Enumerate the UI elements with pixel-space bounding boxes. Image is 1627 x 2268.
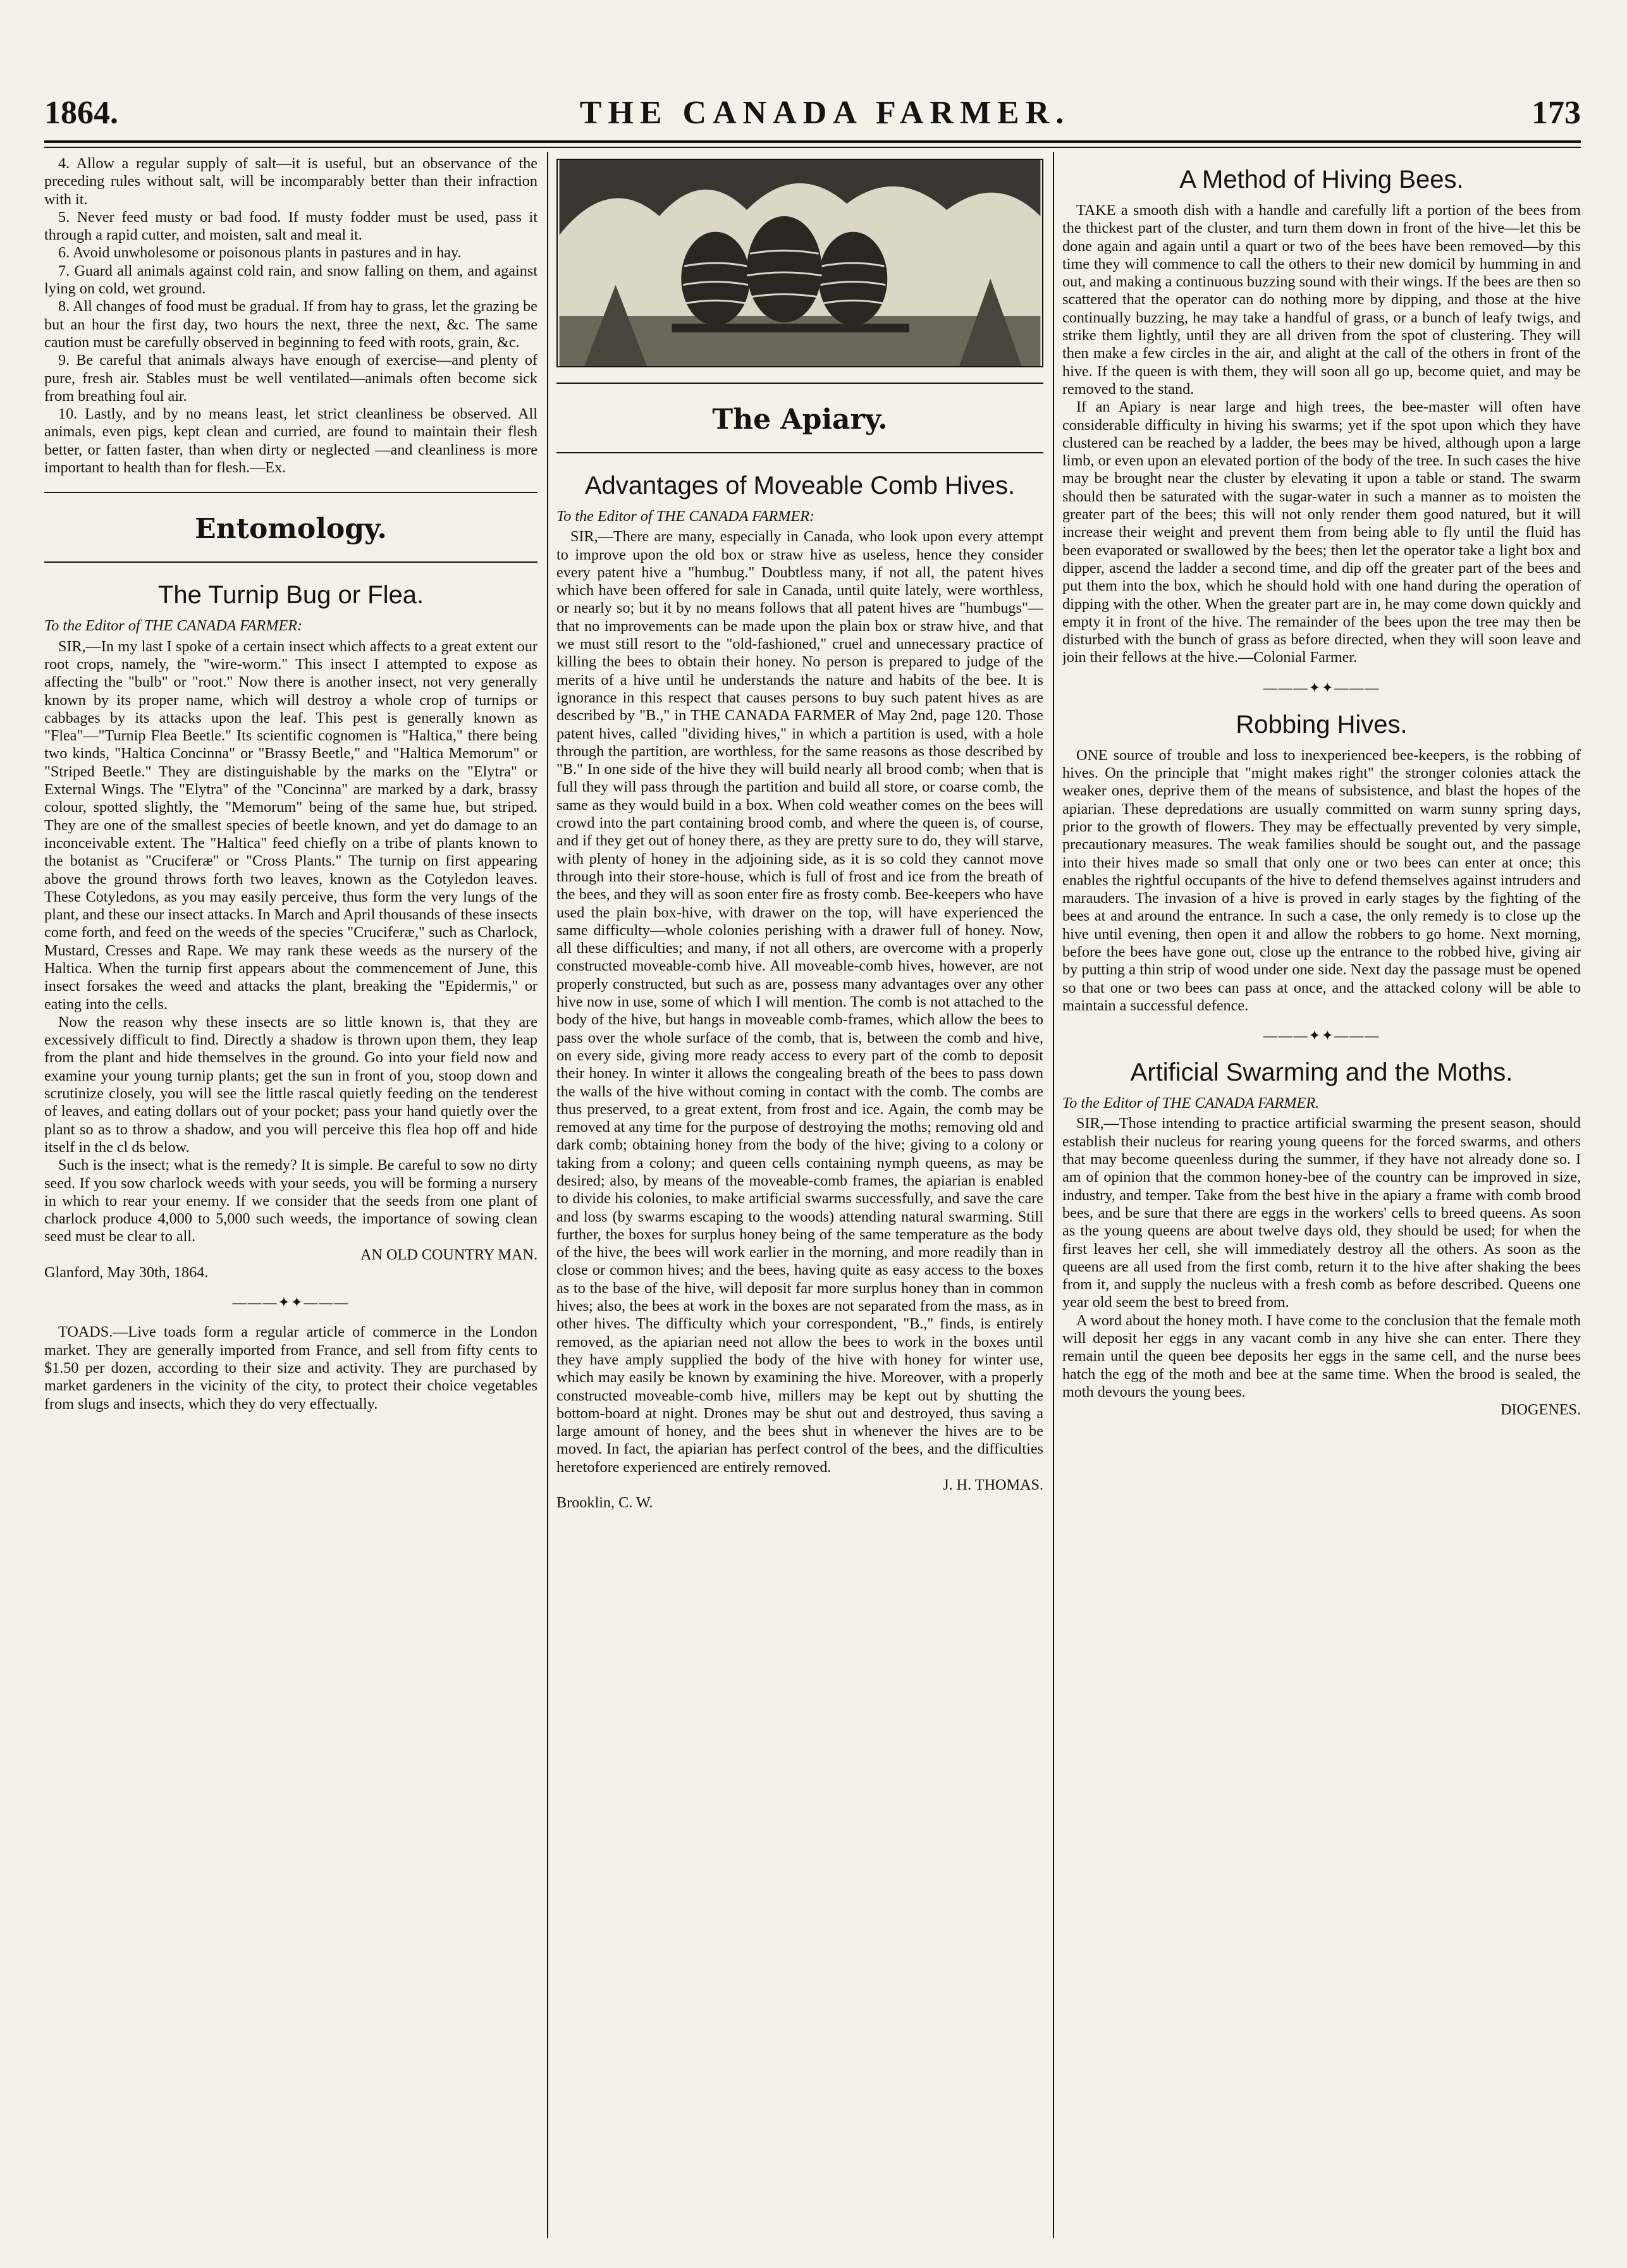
header-rule-thin [44, 147, 1581, 148]
section-rule [44, 561, 537, 564]
author-signature: AN OLD COUNTRY MAN. [360, 1246, 537, 1263]
masthead [44, 87, 1581, 138]
editor-salutation: To the Editor of THE CANADA FARMER. [1062, 1094, 1320, 1112]
author-place: Brooklin, C. W. [556, 1494, 653, 1512]
column-divider-1 [547, 152, 548, 2238]
column-2 [556, 155, 1043, 2241]
article-title-moveable-comb: Advantages of Moveable Comb Hives. [584, 472, 1016, 500]
page-number: 173 [1532, 94, 1581, 131]
section-heading-entomology: Entomology. [195, 513, 387, 546]
article-paragraph: Now the reason why these insects are so little known is, that they are excessively difficult to find. Directly a shadow is thrown upon them, they leap from the plant and hide themselves in the ground. Go into your field now and examine your young turnip plants; get the sun in front of you, stoop down and scrutinize closely, you will see the little rascal quietly feeding on the tenderest of leaves, and eating dollars out of your pocket; pass your hand quietly over the plant so as to throw a shadow, and you will perceive this flea hop off and hide itself in the cl ds below. [44, 1013, 537, 1156]
rule-item: 5. Never feed musty or bad food. If musty fodder must be used, pass it through a rapid cutter, and moisten, salt and meal it. [44, 208, 537, 244]
rule-item: 7. Guard all animals against cold rain, and snow falling on them, and against lying on cold, wet ground. [44, 262, 537, 298]
section-rule [556, 452, 1043, 455]
article-title-hiving-bees: A Method of Hiving Bees. [1179, 166, 1464, 193]
ornament-divider: ———✦✦——— [1263, 679, 1380, 696]
section-rule [556, 383, 1043, 385]
column-divider-2 [1053, 152, 1054, 2238]
care-rules-list [44, 155, 537, 477]
beehive-engraving [558, 160, 1042, 366]
editor-salutation: To the Editor of THE CANADA FARMER: [556, 508, 815, 525]
rule-item: 10. Lastly, and by no means least, let strict cleanliness be observed. All animals, even pigs, kept clean and curried, are found to maintain their flesh better, or fatten faster, than when dirty or neglected —and cleanliness is more important to health than for flesh.—Ex. [44, 405, 537, 477]
author-signature: DIOGENES. [1501, 1401, 1581, 1419]
section-heading-apiary: The Apiary. [712, 403, 888, 436]
article-paragraph: If an Apiary is near large and high trees, the bee-master will often have considerable difficulty in hiving his swarms; yet if the spot upon which they have clustered can be reached by a ladder, the bees may be hived, although upon a large limb, or even upon an elevated portion of the body of the tree. In such cases the hive may be brought near the cluster by elevating it upon a table or stand. The swarm should then be saturated with the sugar-water in such a manner as to moisten the greater part of the bees; this will not only render them good natured, but it will increase their weight and prevent them from being able to fly until the fluid has been evaporated or swallowed by the bees; then let the operator take a light box and dipper, ascend the ladder a second time, and dip off the greater part of the bees and put them into the box, which he should hold with one hand during the operation of dipping with the other. When the greater part are in, he may come down quickly and empty it in front of the hive. The remainder of the bees upon the tree may then be disturbed with the bunch of grass as before directed, when they will soon leave and join their fellows at the hive.—Colonial Farmer. [1062, 398, 1581, 666]
article-paragraph: TAKE a smooth dish with a handle and carefully lift a portion of the bees from the thickest part of the cluster, and turn them down in front of the hive—let this be done again and again until a quart or two of the bees have been removed—by this time they will commence to call the others to their new domicil by humming in and out, and making a continuous buzzing sound with their wings. If the bees are then so scattered that the operator can do nothing more by dipping, and those at the hive continually buzzing, he may take a handful of grass, or a bunch of leafy twigs, and strike them lightly, until they are all driven from the spot of clustering. They will then make a few circles in the air, and alight at the call of the others in front of the hive. If the queen is with them, they will soon all go up, become quiet, and may be removed to the stand. [1062, 202, 1581, 398]
article-title-turnip-bug: The Turnip Bug or Flea. [157, 581, 424, 610]
article-paragraph: A word about the honey moth. I have come to the conclusion that the female moth will deposit her eggs in any vacant comb in any hive she can enter. There they remain until the queen bee deposits her eggs in the same cell, and the nurse bees hatch the egg of the moth and bee at the same time. When the brood is sealed, the moth devours the young bees. [1062, 1311, 1581, 1401]
article-paragraph: SIR,—Those intending to practice artificial swarming the present season, should establish their nucleus for rearing young queens for the forced swarms, and others that may become queenless during the summer, if they have not already done so. I am of opinion that the common honey-bee of the country can be improved in size, industry, and temper. Take from the best hive in the apiary a frame with comb brood bees, and be sure that there are eggs in the workers' cells to breed queens. As soon as the young queens are about twelve days old, they should be used; for when the first leaves her cell, she will immediately destroy all the others. As soon as the queens are all used from the first comb, return it to the hive after shaking the bees from it, and supply the nucleus with a fresh comb as before described. Queens one year old seem the best to breed from. [1062, 1115, 1581, 1311]
issue-year: 1864. [44, 94, 118, 131]
header-rule [44, 140, 1581, 143]
apiary-illustration [556, 159, 1043, 367]
article-paragraph: SIR,—In my last I spoke of a certain insect which affects to a great extent our root crops, namely, the "wire-worm." This insect I attempted to expose as affecting the "bulb" or "root." Now there is another insect, not very generally known by its proper name, which will destroy a whole crop of turnips or cabbages by its attacks upon the leaf. This pest is generally known as "Flea"—"Turnip Flea Beetle." Its scientific cognomen is "Haltica," there being two kinds, "Haltica Concinna" or "Brassy Beetle," and "Haltica Memorum" or "Striped Beetle." They are distinguishable by the marks on the "Elytra" or External Wings. The "Elytra" of the "Concinna" are marked by a dark, brassy colour, spotted slightly, the "Memorum" being of the same hue, but striped. They are one of the smallest species of beetle known, and yet do damage to an inconceivable extent. The "Haltica" feed chiefly on a tribe of plants known to the botanist as "Cruciferæ" or "Cross Plants." The turnip on first appearing above the ground throws forth two leaves, known as the Cotyledon leaves. These Cotyledons, as you may easily perceive, thus form the very lungs of the plant, and these our insect attacks. In March and April thousands of these insects come forth, and feed on the weeds of the species "Cruciferæ," such as Charlock, Mustard, Cresses and Rape. We may rank these weeds as the nursery of the Haltica. When the turnip first appears about the commencement of June, this insect forsakes the weed and attacks the plant, breaking the "Epidermis," or eating into the cells. [44, 637, 537, 1013]
rule-item: 4. Allow a regular supply of salt—it is useful, but an observance of the preceding rules without salt, will be incomparably better than their infraction with it. [44, 155, 537, 208]
article-paragraph: Such is the insect; what is the remedy? It is simple. Be careful to sow no dirty seed. If you sow charlock weeds with your seeds, you will be forming a nursery in which to rear your enemy. If we consider that the seeds from one plant of charlock produce 4,000 to 5,000 such weeds, the importance of sowing clean seed must be clear to all. [44, 1156, 537, 1246]
article-title-robbing-hives: Robbing Hives. [1236, 710, 1408, 739]
editor-salutation: To the Editor of THE CANADA FARMER: [44, 617, 303, 635]
ornament-divider: ———✦✦——— [232, 1294, 350, 1311]
column-3 [1062, 155, 1581, 2241]
column-1 [44, 155, 537, 2241]
article-paragraph: ONE source of trouble and loss to inexperienced bee-keepers, is the robbing of hives. On the principle that "might makes right" the stronger colonies attack the weaker ones, deprive them of the means of subsistence, and blast the hopes of the apiarian. These depredations are usually committed on warm sunny spring days, prior to the growth of flowers. They may be effectually prevented by very simple, precautionary measures. The weak families should be sought out, and the passage into their hives made so small that only one or two bees can enter at once; this enables the rightful occupants of the hive to defend themselves against intruders and marauders. The invasion of a hive is proved in early stages by the fighting of the bees at and around the entrance. In such a case, the only remedy is to close up the hive until evening, then open it and allow the robbers to go home. Next morning, before the bees have gone out, close up the entrance to the robbed hive, giving air by putting a thin strip of wood under one side. Next day the passage must be opened so that one or two bees can pass at once, and the attacked colony will be able to maintain a successful defence. [1062, 746, 1581, 1014]
dateline: Glanford, May 30th, 1864. [44, 1264, 209, 1282]
rule-item: 9. Be careful that animals always have enough of exercise—and plenty of pure, fresh air. Stables must be well ventilated—animals often become sick from breathing foul air. [44, 352, 537, 405]
publication-title: THE CANADA FARMER. [579, 94, 1071, 131]
article-paragraph: SIR,—There are many, especially in Canada, who look upon every attempt to improve upon the old box or straw hive as useless, hence they consider every patent hive a "humbug." Doubtless many, if not all, the patent hives which have been offered for sale in Canada, until quite lately, were worthless, or nearly so; but it by no means follows that all patent hives are "humbugs"—that no improvements can be made upon the plain box or straw hive, and that we must still resort to the "old-fashioned," cruel and unnecessary practice of killing the bees to obtain their honey. No person is prepared to judge of the merits of a hive until he understands the nature and habits of the bee. It is ignorance in this respect that causes persons to buy such patent hives as are described by "B.," in THE CANADA FARMER of May 2nd, page 120. Those patent hives, called "dividing hives," in which a partition is used, with a hole through the partition, are worthless, for the same reasons as those described by "B." In one side of the hive they will build nearly all brood comb; when that is full they will pass through the partition and build all store, or coarse comb, the same as they would build in a box. When cold weather comes on the bees will crowd into the part containing brood comb, and where the queen is, of course, and if they get out of honey there, as they are pretty sure to do, they will starve, with plenty of honey in the adjoining side, as it is so cold they cannot move through into their store-house, which is full of frost and ice from the breath of the bees, and they will as soon enter fire as frosty comb. Bee-keepers who have used the plain box-hive, with drawer on the top, will have experienced the same difficulty—whole colonies perishing with a drawer full of honey. Now, all these difficulties; and many, if not all others, are overcome with a properly constructed moveable-comb hive. All moveable-comb hives, however, are not properly constructed, but such as are, possess many advantages over any other hive now in use, some of which I will mention. The comb is not attached to the body of the hive, but hangs in moveable comb-frames, which allow the bees to pass over the whole surface of the comb, that is, between the comb and hive, on every side, giving more ready access to every part of the comb to deposit their honey. In winter it allows the congealing breath of the bees to pass down the walls of the hive without coming in contact with the comb. The combs are thus preserved, to a great extent, from frost and ice. Again, the comb may be removed at any time for the purpose of destroying the moths; removing old and dark comb; obtaining honey from the body of the hive; giving to a colony or taking from a colony; and queen cells containing nymph queens, as may be desired; also, by means of the moveable-comb frames, the apiarian is enabled to divide his colonies, to make artificial swarms successfully, and save the care and loss (by swarms escaping to the woods) attending natural swarming. Still further, the boxes for surplus honey being of the same temperature as the body of the hive, the bees will work earlier in the morning, and more readily than in close or common hives; and the bees, having quite as easy access to the boxes as to the base of the hive, will deposit far more surplus honey than in common hives; also, the bees at work in the boxes are not separated from the mass, as in other hives. The difficulty which your correspondent, "B.," finds, is entirely removed, as the apiarian need not allow the bees to work in the boxes until they have amply supplied the body of the hive with honey for winter use, which may easily be known by examining the hive. Moreover, with a properly constructed moveable-comb hive, millers may be kept out by shutting the bottom-board at night. Drones may be shut out and destroyed, thus saving a large amount of honey, and the bees shut in whenever the hives are to be moved. In fact, the apiarian has perfect control of the bees, and the difficulties heretofore experienced are entirely removed. [556, 528, 1043, 1476]
ornament-divider: ———✦✦——— [1263, 1027, 1380, 1044]
author-signature: J. H. THOMAS. [943, 1476, 1043, 1494]
toads-item: TOADS.—Live toads form a regular article of commerce in the London market. They are generally imported from France, and sell from fifty cents to $1.50 per dozen, according to their size and activity. They are purchased by market gardeners in the vicinity of the city, to protect their choice vegetables from slugs and insects, which they do very effectually. [44, 1323, 537, 1413]
rule-item: 6. Avoid unwholesome or poisonous plants in pastures and in hay. [58, 244, 462, 262]
article-title-artificial-swarming: Artificial Swarming and the Moths. [1130, 1058, 1513, 1087]
rule-item: 8. All changes of food must be gradual. If from hay to grass, let the grazing be but an hour the first day, two hours the next, three the next, &c. The same caution must be carefully observed in beginning to feed with roots, grain, &c. [44, 298, 537, 351]
section-rule [44, 492, 537, 494]
